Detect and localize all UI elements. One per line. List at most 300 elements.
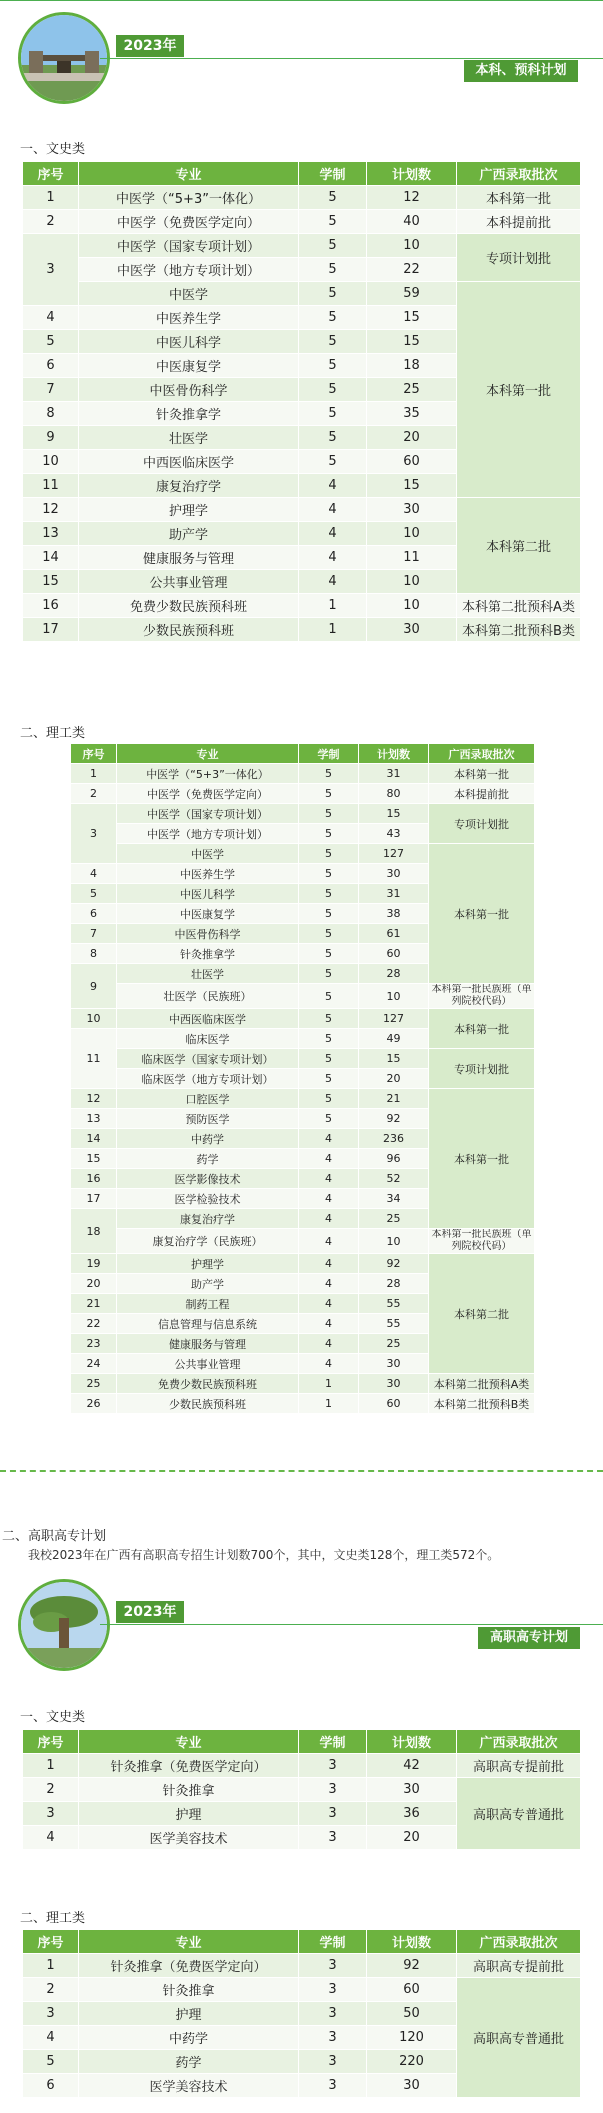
row-number: 4 (71, 864, 117, 884)
plan-count: 30 (359, 1374, 429, 1394)
plan-count: 92 (359, 1109, 429, 1129)
table-row (71, 1089, 535, 1109)
major-name: 临床医学（国家专项计划） (117, 1049, 299, 1069)
major-name: 壮医学 (117, 964, 299, 984)
major-name: 中医养生学 (79, 306, 299, 330)
col-header: 学制 (299, 162, 367, 186)
plan-count: 92 (359, 1254, 429, 1274)
plan-count: 61 (359, 924, 429, 944)
plan-count: 49 (359, 1029, 429, 1049)
plan-count: 38 (359, 904, 429, 924)
plan-count: 31 (359, 884, 429, 904)
study-years: 4 (299, 498, 367, 522)
major-name: 中医骨伤科学 (117, 924, 299, 944)
study-years: 5 (299, 1069, 359, 1089)
row-number: 5 (23, 2050, 79, 2074)
major-name: 中医康复学 (117, 904, 299, 924)
admission-batch: 本科第二批预科A类 (457, 594, 581, 618)
row-number: 14 (23, 546, 79, 570)
table-row (71, 1254, 535, 1274)
ligong-bachelor-table (70, 743, 535, 1414)
table-row (71, 1009, 535, 1029)
major-name: 口腔医学 (117, 1089, 299, 1109)
admission-batch: 本科第二批 (429, 1254, 535, 1374)
study-years: 3 (299, 1802, 367, 1826)
row-number: 9 (71, 964, 117, 1009)
study-years: 5 (299, 864, 359, 884)
plan-count: 43 (359, 824, 429, 844)
plan-count: 31 (359, 764, 429, 784)
study-years: 4 (299, 1334, 359, 1354)
plan-count: 20 (367, 1826, 457, 1850)
table-row (71, 984, 535, 1009)
study-years: 3 (299, 1978, 367, 2002)
major-name: 公共事业管理 (117, 1354, 299, 1374)
major-name: 健康服务与管理 (117, 1334, 299, 1354)
plan-count: 80 (359, 784, 429, 804)
major-name: 临床医学 (117, 1029, 299, 1049)
study-years: 5 (299, 234, 367, 258)
row-number: 3 (23, 234, 79, 306)
section-heading: 一、文史类 (20, 1710, 86, 1725)
row-number: 12 (23, 498, 79, 522)
plan-count: 30 (367, 2074, 457, 2098)
row-number: 7 (71, 924, 117, 944)
study-years: 5 (299, 210, 367, 234)
col-header: 计划数 (367, 1930, 457, 1954)
study-years: 5 (299, 1009, 359, 1029)
col-header: 学制 (299, 1930, 367, 1954)
col-header: 广西录取批次 (457, 162, 581, 186)
major-name: 中药学 (117, 1129, 299, 1149)
year-tag: 2023年 (116, 35, 184, 57)
plan-count: 35 (367, 402, 457, 426)
wenshi-vocational-table (22, 1729, 581, 1850)
study-years: 5 (299, 924, 359, 944)
row-number: 7 (23, 378, 79, 402)
table-row (23, 498, 581, 522)
table-row (71, 1374, 535, 1394)
plan-count: 120 (367, 2026, 457, 2050)
major-name: 针灸推拿学 (79, 402, 299, 426)
study-years: 3 (299, 1954, 367, 1978)
plan-count: 15 (367, 330, 457, 354)
section-heading: 一、文史类 (20, 142, 86, 157)
major-name: 助产学 (117, 1274, 299, 1294)
row-number: 8 (71, 944, 117, 964)
study-years: 5 (299, 354, 367, 378)
admission-batch: 本科第二批预科A类 (429, 1374, 535, 1394)
plan-count: 96 (359, 1149, 429, 1169)
admission-batch: 本科提前批 (457, 210, 581, 234)
table-row (23, 234, 581, 258)
row-number: 19 (71, 1254, 117, 1274)
major-name: 中医养生学 (117, 864, 299, 884)
plan-count: 28 (359, 964, 429, 984)
row-number: 13 (23, 522, 79, 546)
major-name: 针灸推拿 (79, 1778, 299, 1802)
study-years: 1 (299, 1374, 359, 1394)
table-header-row (71, 744, 535, 764)
plan-count: 50 (367, 2002, 457, 2026)
col-header: 广西录取批次 (457, 1930, 581, 1954)
admission-batch: 专项计划批 (429, 804, 535, 844)
study-years: 5 (299, 904, 359, 924)
row-number: 2 (71, 784, 117, 804)
row-number: 16 (23, 594, 79, 618)
plan-count: 25 (359, 1209, 429, 1229)
plan-count: 60 (367, 1978, 457, 2002)
row-number: 1 (71, 764, 117, 784)
plan-count: 15 (359, 804, 429, 824)
study-years: 5 (299, 984, 359, 1009)
plan-count: 55 (359, 1294, 429, 1314)
study-years: 5 (299, 964, 359, 984)
study-years: 5 (299, 784, 359, 804)
row-number: 8 (23, 402, 79, 426)
plan-summary-text: 我校2023年在广西有高职高专招生计划数700个，其中，文史类128个，理工类572个。 (28, 1548, 500, 1562)
table-row (23, 210, 581, 234)
table-row (23, 1954, 581, 1978)
section-heading: 二、理工类 (20, 726, 86, 741)
campus-gate-image (21, 15, 107, 101)
row-number: 20 (71, 1274, 117, 1294)
plan-count: 236 (359, 1129, 429, 1149)
row-number: 3 (23, 1802, 79, 1826)
row-number: 4 (23, 306, 79, 330)
plan-count: 127 (359, 844, 429, 864)
col-header: 专业 (79, 1730, 299, 1754)
plan-count: 25 (359, 1334, 429, 1354)
col-header: 序号 (23, 1730, 79, 1754)
plan-count: 25 (367, 378, 457, 402)
major-name: 针灸推拿 (79, 1978, 299, 2002)
row-number: 15 (23, 570, 79, 594)
major-name: 护理 (79, 2002, 299, 2026)
major-name: 针灸推拿（免费医学定向） (79, 1954, 299, 1978)
plan-count: 40 (367, 210, 457, 234)
study-years: 5 (299, 844, 359, 864)
table-row (23, 186, 581, 210)
major-name: 临床医学（地方专项计划） (117, 1069, 299, 1089)
major-name: 壮医学 (79, 426, 299, 450)
col-header: 学制 (299, 1730, 367, 1754)
admission-batch: 高职高专普通批 (457, 1978, 581, 2098)
row-number: 6 (23, 2074, 79, 2098)
year-tag: 2023年 (116, 1601, 184, 1623)
study-years: 1 (299, 594, 367, 618)
study-years: 4 (299, 1209, 359, 1229)
study-years: 4 (299, 570, 367, 594)
section-heading: 二、高职高专计划 (2, 1529, 107, 1544)
admission-batch: 高职高专普通批 (457, 1778, 581, 1850)
admission-batch: 本科第二批 (457, 498, 581, 594)
row-number: 2 (23, 1978, 79, 2002)
table-row (71, 764, 535, 784)
row-number: 2 (23, 210, 79, 234)
major-name: 康复治疗学 (79, 474, 299, 498)
major-name: 医学影像技术 (117, 1169, 299, 1189)
plan-count: 60 (359, 944, 429, 964)
major-name: 医学检验技术 (117, 1189, 299, 1209)
table-row (71, 1394, 535, 1414)
col-header: 专业 (117, 744, 299, 764)
row-number: 24 (71, 1354, 117, 1374)
table-row (23, 1778, 581, 1802)
study-years: 5 (299, 330, 367, 354)
plan-count: 30 (359, 864, 429, 884)
row-number: 1 (23, 186, 79, 210)
row-number: 11 (23, 474, 79, 498)
major-name: 中药学 (79, 2026, 299, 2050)
plan-count: 60 (359, 1394, 429, 1414)
col-header: 学制 (299, 744, 359, 764)
study-years: 5 (299, 944, 359, 964)
study-years: 5 (299, 1029, 359, 1049)
admission-batch: 本科第一批 (457, 186, 581, 210)
plan-count: 15 (359, 1049, 429, 1069)
plan-count: 20 (367, 426, 457, 450)
table-row (23, 282, 581, 306)
col-header: 广西录取批次 (429, 744, 535, 764)
row-number: 4 (23, 2026, 79, 2050)
major-name: 医学美容技术 (79, 2074, 299, 2098)
plan-count: 127 (359, 1009, 429, 1029)
study-years: 4 (299, 1354, 359, 1374)
plan-count: 30 (367, 498, 457, 522)
major-name: 免费少数民族预科班 (79, 594, 299, 618)
major-name: 中西医临床医学 (117, 1009, 299, 1029)
major-name: 药学 (79, 2050, 299, 2074)
study-years: 5 (299, 186, 367, 210)
row-number: 10 (71, 1009, 117, 1029)
plan-count: 11 (367, 546, 457, 570)
major-name: 中西医临床医学 (79, 450, 299, 474)
major-name: 中医骨伤科学 (79, 378, 299, 402)
admission-batch: 本科第一批 (429, 844, 535, 984)
study-years: 4 (299, 1314, 359, 1334)
plan-count: 60 (367, 450, 457, 474)
admission-batch: 本科第一批 (429, 1009, 535, 1049)
study-years: 5 (299, 378, 367, 402)
admission-batch: 本科提前批 (429, 784, 535, 804)
study-years: 4 (299, 1169, 359, 1189)
row-number: 25 (71, 1374, 117, 1394)
plan-count: 10 (359, 1229, 429, 1254)
major-name: 健康服务与管理 (79, 546, 299, 570)
col-header: 计划数 (367, 1730, 457, 1754)
admission-batch: 本科第一批 (429, 1089, 535, 1229)
plan-count: 15 (367, 306, 457, 330)
table-row (71, 1049, 535, 1069)
study-years: 5 (299, 258, 367, 282)
campus-tree-image (21, 1582, 107, 1668)
row-number: 23 (71, 1334, 117, 1354)
top-divider (0, 0, 603, 1)
plan-count: 30 (367, 618, 457, 642)
major-name: 免费少数民族预科班 (117, 1374, 299, 1394)
study-years: 5 (299, 426, 367, 450)
major-name: 针灸推拿学 (117, 944, 299, 964)
admission-batch: 高职高专提前批 (457, 1954, 581, 1978)
major-name: 中医学 (79, 282, 299, 306)
admission-batch: 专项计划批 (429, 1049, 535, 1089)
table-row (71, 844, 535, 864)
major-name: 针灸推拿（免费医学定向） (79, 1754, 299, 1778)
major-name: 康复治疗学 (117, 1209, 299, 1229)
col-header: 广西录取批次 (457, 1730, 581, 1754)
admission-batch: 本科第一批 (429, 764, 535, 784)
row-number: 21 (71, 1294, 117, 1314)
table-row (23, 618, 581, 642)
row-number: 6 (71, 904, 117, 924)
major-name: 护理 (79, 1802, 299, 1826)
table-header-row (23, 1930, 581, 1954)
plan-count: 10 (367, 594, 457, 618)
study-years: 5 (299, 1109, 359, 1129)
row-number: 13 (71, 1109, 117, 1129)
plan-count: 220 (367, 2050, 457, 2074)
col-header: 序号 (71, 744, 117, 764)
study-years: 4 (299, 474, 367, 498)
plan-count: 30 (359, 1354, 429, 1374)
col-header: 序号 (23, 162, 79, 186)
col-header: 计划数 (359, 744, 429, 764)
major-name: 药学 (117, 1149, 299, 1169)
campus-gate-photo (18, 12, 110, 104)
plan-count: 55 (359, 1314, 429, 1334)
study-years: 4 (299, 1294, 359, 1314)
campus-tree-photo (18, 1579, 110, 1671)
row-number: 22 (71, 1314, 117, 1334)
study-years: 3 (299, 2050, 367, 2074)
row-number: 6 (23, 354, 79, 378)
row-number: 17 (23, 618, 79, 642)
study-years: 4 (299, 522, 367, 546)
major-name: 公共事业管理 (79, 570, 299, 594)
study-years: 3 (299, 1826, 367, 1850)
admission-batch: 本科第二批预科B类 (429, 1394, 535, 1414)
row-number: 9 (23, 426, 79, 450)
ligong-vocational-table (22, 1929, 581, 2098)
header2-line (100, 1624, 603, 1625)
major-name: 中医学（国家专项计划） (79, 234, 299, 258)
study-years: 3 (299, 1754, 367, 1778)
study-years: 4 (299, 1149, 359, 1169)
admission-batch: 高职高专提前批 (457, 1754, 581, 1778)
col-header: 专业 (79, 1930, 299, 1954)
row-number: 11 (71, 1029, 117, 1089)
study-years: 3 (299, 2026, 367, 2050)
study-years: 4 (299, 1129, 359, 1149)
study-years: 3 (299, 2002, 367, 2026)
col-header: 专业 (79, 162, 299, 186)
plan-count: 15 (367, 474, 457, 498)
plan-count: 22 (367, 258, 457, 282)
table-row (71, 804, 535, 824)
major-name: 中医学（地方专项计划） (117, 824, 299, 844)
study-years: 5 (299, 764, 359, 784)
major-name: 中医康复学 (79, 354, 299, 378)
major-name: 少数民族预科班 (79, 618, 299, 642)
major-name: 中医儿科学 (117, 884, 299, 904)
admission-batch: 本科第一批 (457, 282, 581, 498)
major-name: 中医学（国家专项计划） (117, 804, 299, 824)
row-number: 10 (23, 450, 79, 474)
major-name: 制药工程 (117, 1294, 299, 1314)
major-name: 康复治疗学（民族班） (117, 1229, 299, 1254)
study-years: 3 (299, 2074, 367, 2098)
row-number: 3 (23, 2002, 79, 2026)
table-row (23, 1978, 581, 2002)
study-years: 5 (299, 282, 367, 306)
plan-count: 10 (367, 234, 457, 258)
study-years: 4 (299, 1189, 359, 1209)
major-name: 少数民族预科班 (117, 1394, 299, 1414)
plan-count: 18 (367, 354, 457, 378)
study-years: 4 (299, 1274, 359, 1294)
row-number: 26 (71, 1394, 117, 1414)
admission-batch: 专项计划批 (457, 234, 581, 282)
plan-count: 36 (367, 1802, 457, 1826)
row-number: 5 (23, 330, 79, 354)
major-name: 护理学 (79, 498, 299, 522)
study-years: 5 (299, 1089, 359, 1109)
section-title-tag: 高职高专计划 (478, 1627, 580, 1649)
major-name: 中医学（免费医学定向） (117, 784, 299, 804)
table-row (23, 594, 581, 618)
study-years: 4 (299, 1254, 359, 1274)
study-years: 5 (299, 450, 367, 474)
header1-line (100, 58, 603, 59)
study-years: 5 (299, 1049, 359, 1069)
plan-count: 30 (367, 1778, 457, 1802)
col-header: 序号 (23, 1930, 79, 1954)
row-number: 17 (71, 1189, 117, 1209)
row-number: 5 (71, 884, 117, 904)
table-row (23, 1754, 581, 1778)
row-number: 18 (71, 1209, 117, 1254)
plan-count: 20 (359, 1069, 429, 1089)
study-years: 3 (299, 1778, 367, 1802)
plan-count: 52 (359, 1169, 429, 1189)
major-name: 医学美容技术 (79, 1826, 299, 1850)
section-title-tag: 本科、预科计划 (464, 60, 578, 82)
study-years: 4 (299, 1229, 359, 1254)
plan-count: 12 (367, 186, 457, 210)
section-heading: 二、理工类 (20, 1911, 86, 1926)
study-years: 1 (299, 1394, 359, 1414)
study-years: 4 (299, 546, 367, 570)
major-name: 中医学 (117, 844, 299, 864)
row-number: 1 (23, 1954, 79, 1978)
study-years: 5 (299, 824, 359, 844)
plan-count: 42 (367, 1754, 457, 1778)
major-name: 中医学（“5+3”一体化） (117, 764, 299, 784)
plan-count: 10 (367, 570, 457, 594)
table-row (71, 784, 535, 804)
major-name: 壮医学（民族班） (117, 984, 299, 1009)
study-years: 5 (299, 804, 359, 824)
admission-batch: 本科第一批民族班（单列院校代码） (429, 984, 535, 1009)
table-header-row (23, 1730, 581, 1754)
plan-count: 59 (367, 282, 457, 306)
row-number: 12 (71, 1089, 117, 1109)
major-name: 中医学（免费医学定向） (79, 210, 299, 234)
col-header: 计划数 (367, 162, 457, 186)
wenshi-bachelor-table (22, 161, 581, 642)
study-years: 5 (299, 884, 359, 904)
